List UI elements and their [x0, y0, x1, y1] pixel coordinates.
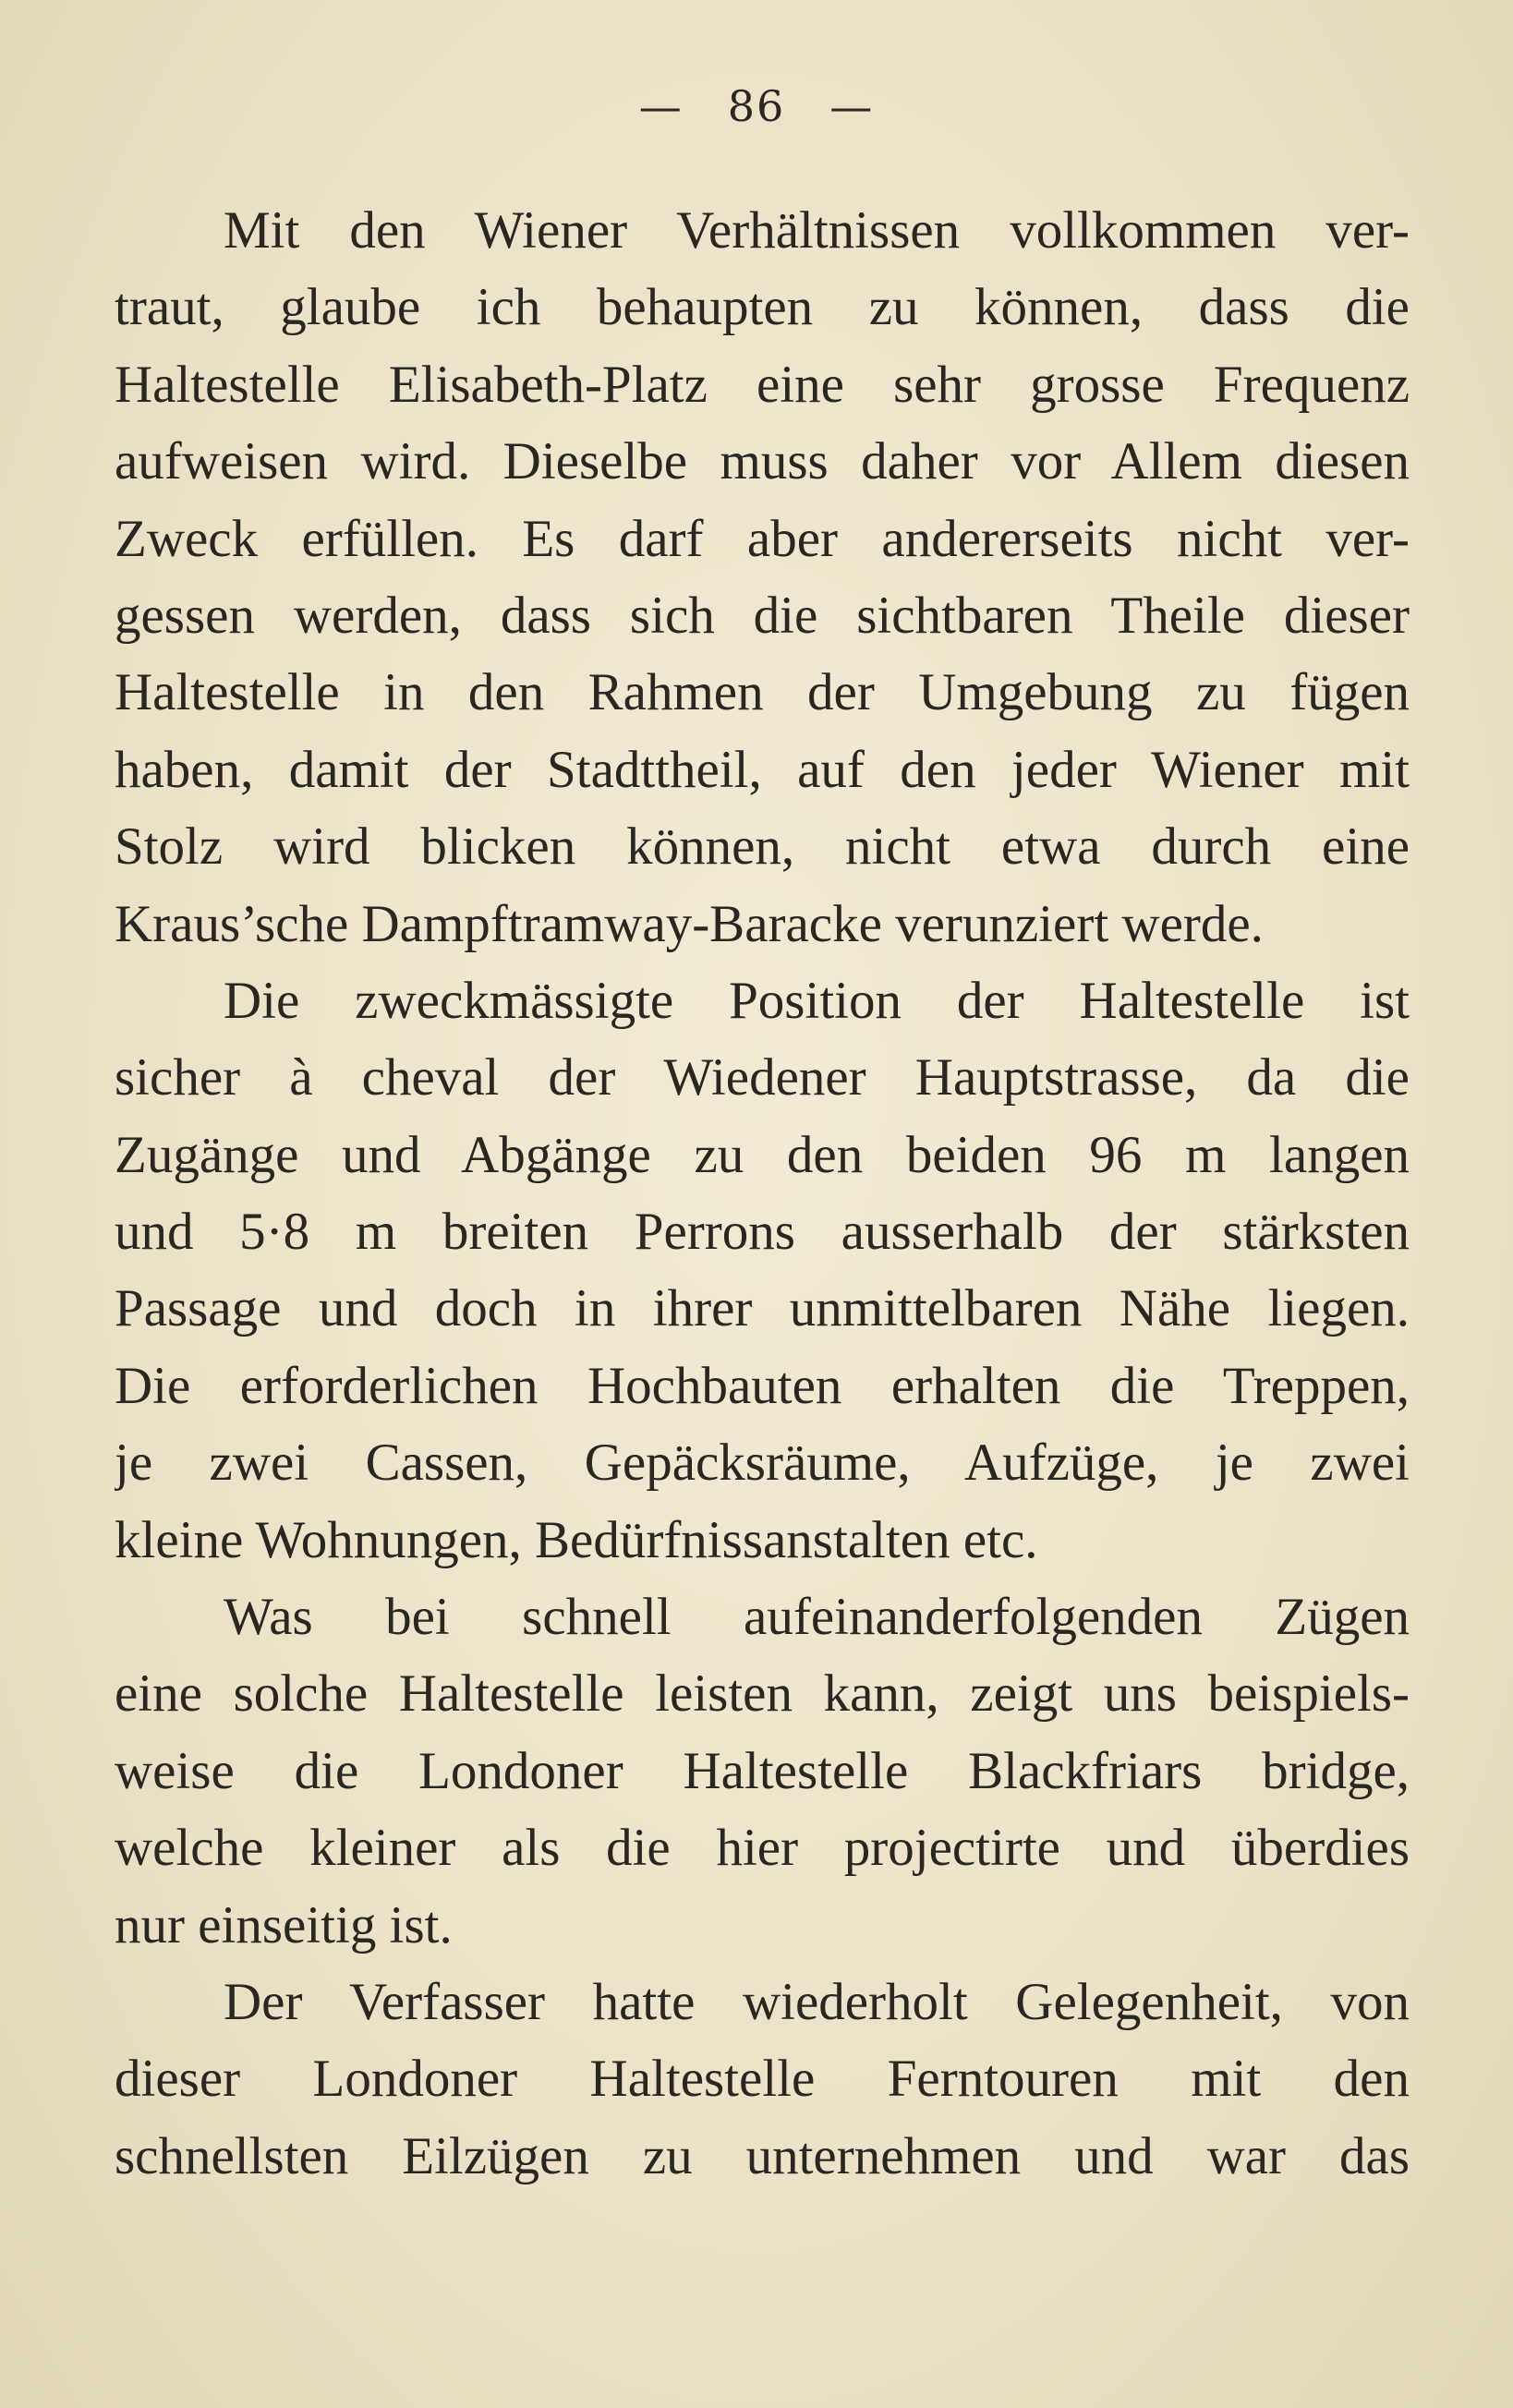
text-line: schnellsten Eilzügen zu unternehmen und war das	[115, 2126, 1410, 2185]
text-line: aufweisen wird. Dieselbe muss daher vor Allem diesen	[115, 432, 1410, 491]
text-line: gessen werden, dass sich die sichtbaren Theile dieser	[115, 586, 1410, 645]
text-line: je zwei Cassen, Gepäcksräume, Aufzüge, je zwei	[115, 1434, 1410, 1493]
page-number: 86	[727, 81, 786, 131]
text-line: haben, damit der Stadttheil, auf den jeder Wiener mit	[115, 740, 1410, 799]
text-line: und 5·8 m breiten Perrons ausserhalb der stärksten	[115, 1203, 1410, 1262]
body-text	[115, 192, 1410, 2195]
text-line: Die erforderlichen Hochbauten erhalten die Treppen,	[115, 1356, 1410, 1415]
text-line: Haltestelle Elisabeth-Platz eine sehr grosse Frequenz	[115, 355, 1410, 414]
page-number-header	[0, 81, 1513, 131]
page-number-dash-left: —	[638, 81, 684, 131]
text-line: Zugänge und Abgänge zu den beiden 96 m langen	[115, 1125, 1410, 1184]
text-line: Stolz wird blicken können, nicht etwa durch eine	[115, 817, 1410, 877]
text-line: Der Verfasser hatte wiederholt Gelegenheit, von	[224, 1972, 1410, 2031]
text-line: Mit den Wiener Verhältnissen vollkommen ver-	[224, 201, 1410, 260]
text-line: Was bei schnell aufeinanderfolgenden Zügen	[224, 1588, 1410, 1647]
text-line: Die zweckmässigte Position der Haltestelle ist	[224, 971, 1410, 1030]
text-line: welche kleiner als die hier projectirte und überdies	[115, 1819, 1410, 1878]
text-line: weise die Londoner Haltestelle Blackfriars bridge,	[115, 1741, 1410, 1800]
text-line: Zweck erfüllen. Es darf aber andererseits nicht ver-	[115, 509, 1410, 568]
text-line: nur einseitig ist.	[115, 1895, 453, 1954]
text-line: Passage und doch in ihrer unmittelbaren Nähe liegen.	[115, 1279, 1410, 1338]
text-line: sicher à cheval der Wiedener Hauptstrasse, da die	[115, 1048, 1410, 1107]
text-line: traut, glaube ich behaupten zu können, dass die	[115, 278, 1410, 337]
text-line: Kraus’sche Dampftramway-Baracke verunziert werde.	[115, 894, 1264, 953]
text-line: Haltestelle in den Rahmen der Umgebung zu fügen	[115, 663, 1410, 722]
text-line: eine solche Haltestelle leisten kann, zeigt uns beispiels-	[115, 1664, 1410, 1724]
text-line: kleine Wohnungen, Bedürfnissanstalten etc.	[115, 1510, 1038, 1569]
text-line: dieser Londoner Haltestelle Ferntouren mit den	[115, 2050, 1410, 2109]
page-number-dash-right: —	[829, 81, 875, 131]
